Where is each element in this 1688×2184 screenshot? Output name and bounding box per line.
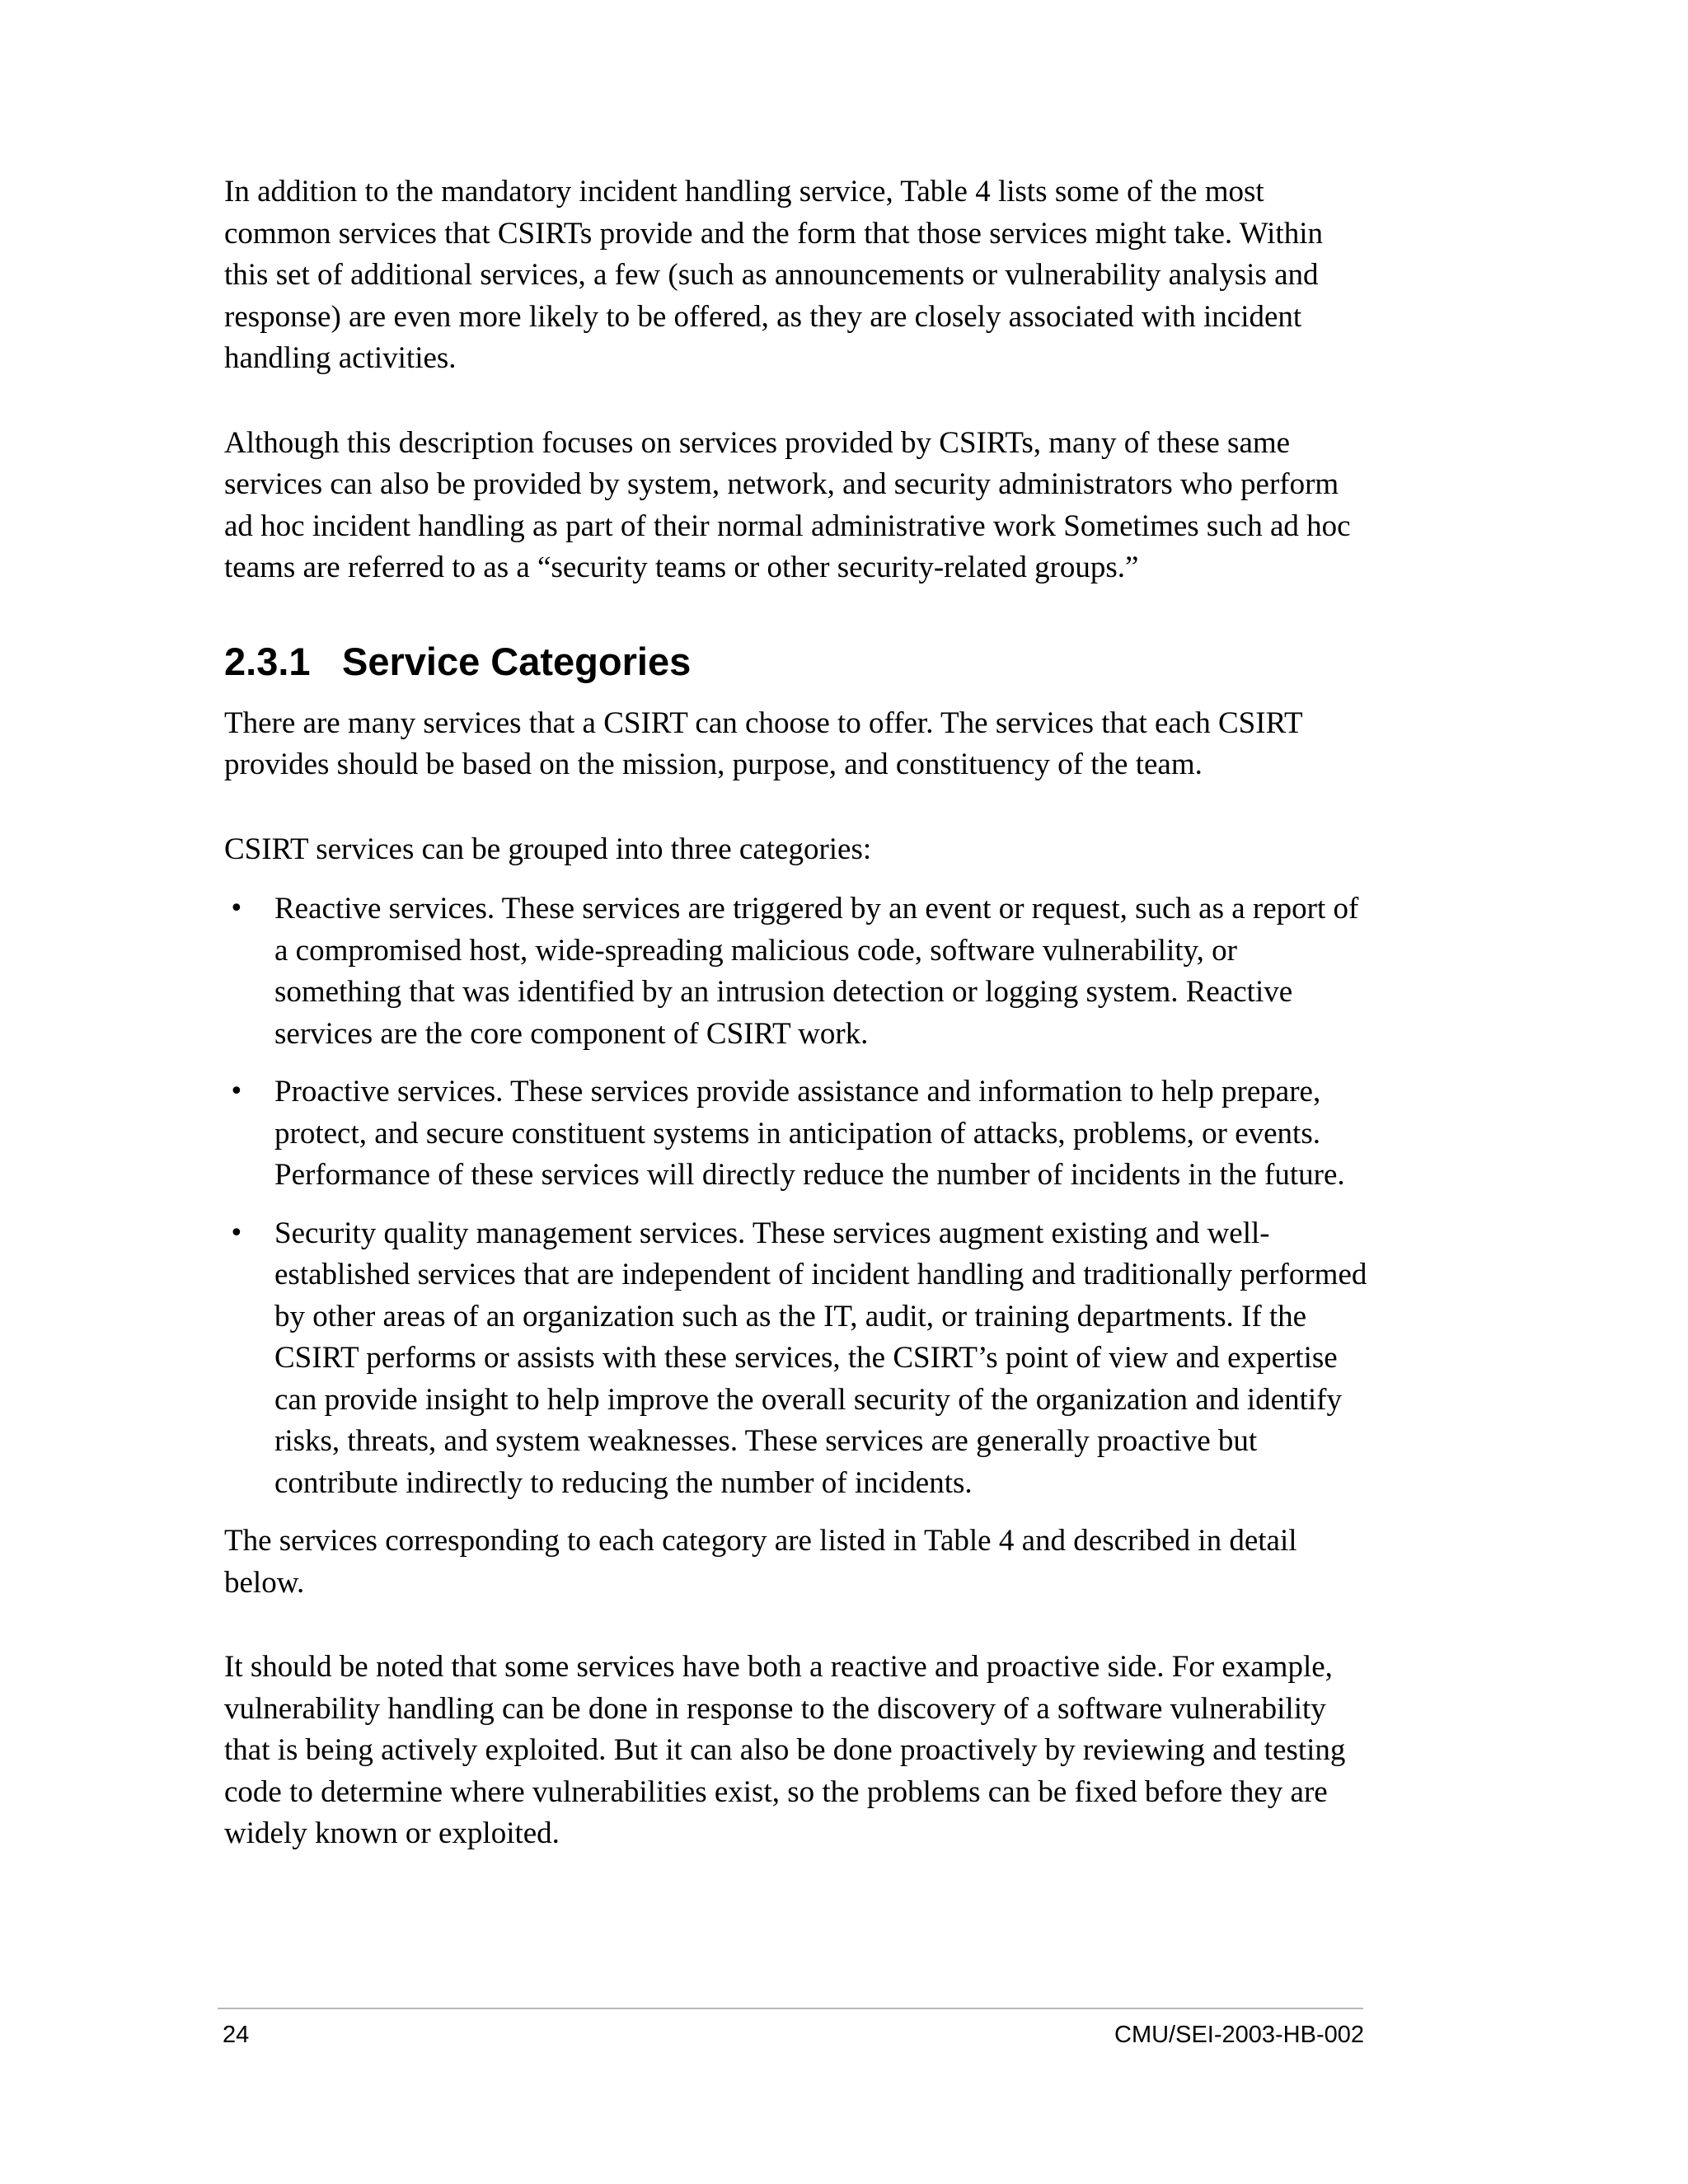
footer-divider bbox=[218, 2008, 1363, 2009]
list-item-text: Reactive services. These services are triggered by an event or request, such as a report of a compromised host, wide-spreading malicious code, software vulnerability, or something that was identified by an intrusion detection or logging system. Reactive services are the core component of CSIRT work. bbox=[274, 892, 1359, 1051]
paragraph-additional-services: In addition to the mandatory incident handling service, Table 4 lists some of the most common services that CSIRTs provide and the form that those services might take. Within this set of additional services, a few (such as announcements or vulnerability analysis and response) are even more likely to be offered, as they are closely associated with incident handling activities. bbox=[224, 175, 1323, 375]
bullet-icon: • bbox=[229, 894, 244, 923]
section-heading bbox=[224, 637, 1370, 687]
page-number: 24 bbox=[223, 2022, 250, 2048]
paragraph-reactive-proactive: It should be noted that some services have both a reactive and proactive side. For example, vulnerability handling can be done in response to the discovery of a software vulnerability that is being actively exploited. But it can also be done proactively by reviewing and testing code to determine where vulnerabilities exist, so the problems can be fixed before they are widely known or exploited. bbox=[224, 1650, 1346, 1850]
list-item-text: Security quality management services. These services augment existing and well-established services that are independent of incident handling and traditionally performed by other areas of an organization such as the IT, audit, or training departments. If the CSIRT performs or assists with these services, the CSIRT’s point of view and expertise can provide insight to help improve the overall security of the organization and identify risks, threats, and system weaknesses. These services are generally proactive but contribute indirectly to reducing the number of incidents. bbox=[274, 1216, 1367, 1500]
list-item-reactive bbox=[224, 888, 1370, 1055]
paragraph-table-reference: The services corresponding to each category are listed in Table 4 and described in detail below. bbox=[224, 1524, 1297, 1600]
section-title: Service Categories bbox=[342, 639, 692, 683]
bullet-icon: • bbox=[229, 1077, 244, 1106]
document-id: CMU/SEI-2003-HB-002 bbox=[1114, 2022, 1364, 2048]
list-item-security-quality bbox=[224, 1213, 1370, 1505]
bullet-icon: • bbox=[229, 1218, 244, 1248]
section-number: 2.3.1 bbox=[224, 639, 311, 683]
list-item-text: Proactive services. These services provide assistance and information to help prepare, protect, and secure constituent systems in anticipation of attacks, problems, or events. Performance of these services will directly reduce the number of incidents in the future. bbox=[274, 1075, 1345, 1192]
page-body bbox=[224, 171, 1370, 1855]
list-item-proactive bbox=[224, 1071, 1370, 1197]
paragraph-services-offered: There are many services that a CSIRT can choose to offer. The services that each CSIRT provides should be based on the mission, purpose, and constituency of the team. bbox=[224, 705, 1302, 781]
paragraph-categories-intro: CSIRT services can be grouped into three categories: bbox=[224, 832, 872, 866]
category-list bbox=[224, 888, 1370, 1504]
paragraph-ad-hoc-teams: Although this description focuses on services provided by CSIRTs, many of these same services can also be provided by system, network, and security administrators who perform ad hoc incident handling as part of their normal administrative work Sometimes such ad hoc teams are referred to as a “security teams or other security-related groups.” bbox=[224, 425, 1351, 584]
